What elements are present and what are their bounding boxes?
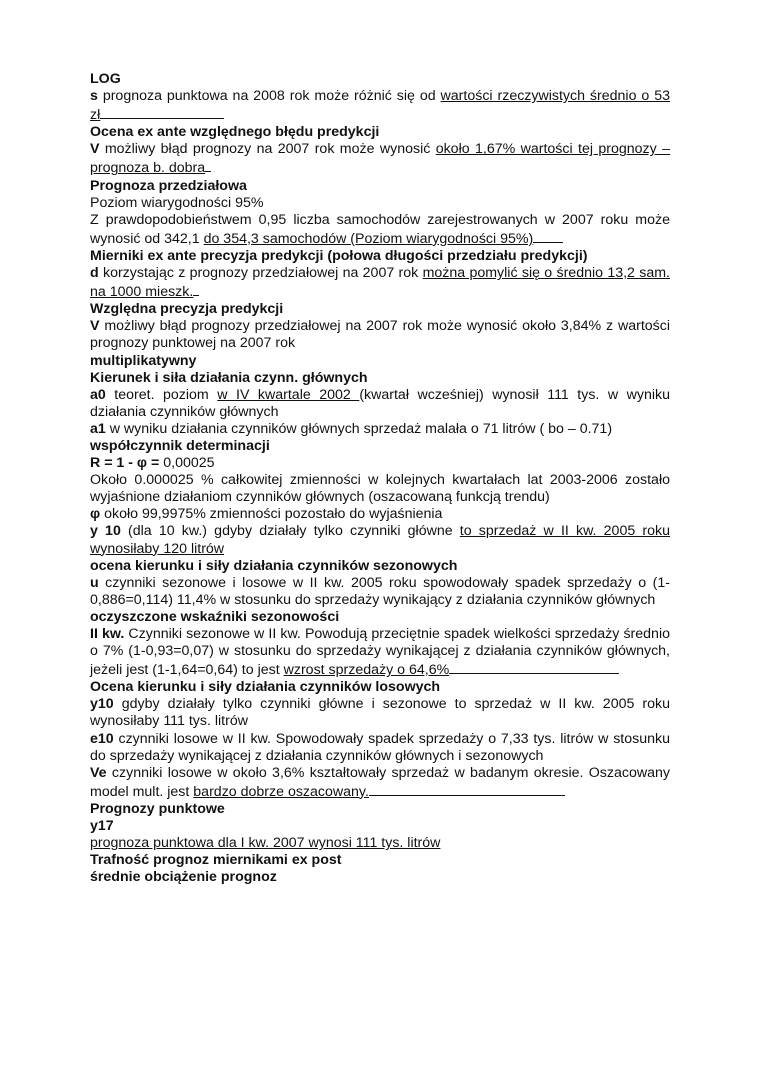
paragraph-okolo: Około 0.000025 % całkowitej zmienności w kolejnych kwartałach lat 2003-2006 zostało wyjaśnione działaniom czynników głównych (oszacowaną funkcją trendu) <box>90 472 670 506</box>
text-s: prognoza punktowa na 2008 rok może różnić się od <box>97 88 441 105</box>
heading-wspolczynnik: współczynnik determinacji <box>90 437 270 454</box>
text-a0-2: (kwartał wcześniej) wynosił 111 tys. w wyniku działania czynników głównych <box>90 386 670 420</box>
text-phi: około 99,9975% zmienności pozostało do wyjaśnienia <box>100 506 443 523</box>
underline-blank <box>100 105 224 119</box>
paragraph-phi <box>90 506 670 523</box>
text-y10b: gdyby działały tylko czynniki główne i sezonowe to sprzedaż w II kw. 2005 roku wynosiłaby 111 tys. litrów <box>90 696 670 730</box>
symbol-d: d <box>90 265 99 282</box>
paragraph-r <box>90 455 670 472</box>
underlined-y17: prognoza punktowa dla I kw. 2007 wynosi 111 tys. litrów <box>90 835 441 852</box>
text-d: korzystając z prognozy przedziałowej na 2007 rok <box>98 265 423 282</box>
text-ve: czynniki losowe w około 3,6% kształtowały sprzedaż w badanym okresie. Oszacowany model mult. jest <box>90 764 670 800</box>
heading-y17: y17 <box>90 818 114 835</box>
heading-trafnosc: Trafność prognoz miernikami ex post <box>90 852 342 869</box>
symbol-y10b: y10 <box>90 696 114 713</box>
symbol-r: R = 1 - φ = <box>90 455 160 472</box>
paragraph-y17 <box>90 835 670 852</box>
text-r: 0,00025 <box>159 455 215 472</box>
paragraph-v2 <box>90 318 670 352</box>
underline-blank <box>533 229 563 243</box>
underlined-ve: bardzo dobrze oszacowany. <box>193 783 369 800</box>
underline-blank <box>449 660 619 674</box>
underline-blank <box>193 282 199 296</box>
paragraph-u <box>90 575 670 609</box>
symbol-ve: Ve <box>90 764 107 781</box>
text-u: czynniki sezonowe i losowe w II kw. 2005 roku spowodowały spadek sprzedaży o (1- 0,886=0,114) 11,4% w stosunku do sprzedaży wynikający z działania czynników głównych <box>90 574 670 608</box>
underlined-y10: to sprzedaż w II kw. 2005 roku wynosiłaby 120 litrów <box>90 523 670 557</box>
paragraph-a0 <box>90 387 670 421</box>
heading-oczyszczone: oczyszczone wskaźniki sezonowości <box>90 608 340 625</box>
text-z: Z prawdopodobieństwem 0,95 liczba samochodów zarejestrowanych w 2007 roku może wynosić od 342,1 <box>90 211 670 247</box>
symbol-v2: V <box>90 318 100 335</box>
paragraph-ii-kw <box>90 626 670 679</box>
symbol-phi: φ <box>90 506 101 523</box>
symbol-e10: e10 <box>90 730 114 747</box>
paragraph-e10 <box>90 731 670 765</box>
paragraph-d <box>90 265 670 301</box>
heading-ocena-ex-ante: Ocena ex ante względnego błędu predykcji <box>90 124 380 141</box>
underlined-d: można pomylić się o średnio 13,2 sam. na 1000 mieszk. <box>90 265 670 301</box>
heading-prognoza-przedzialowa: Prognoza przedziałowa <box>90 177 247 194</box>
text-v2: możliwy błąd prognozy przedziałowej na 2007 rok może wynosić około 3,84% z wartości prognozy punktowej na 2007 rok <box>90 318 670 352</box>
text-y10: (dla 10 kw.) gdyby działały tylko czynniki główne <box>120 523 460 540</box>
document-page <box>90 71 670 886</box>
heading-wzgledna-precyzja: Względna precyzja predykcji <box>90 301 284 318</box>
symbol-y10: y 10 <box>90 523 121 540</box>
text-e10: czynniki losowe w II kw. Spowodowały spadek sprzedaży o 7,33 tys. litrów w stosunku do sprzedaży wynikającej z działania czynników głównych i sezonowych <box>90 730 670 764</box>
underline-blank <box>205 158 211 172</box>
underlined-a0: w IV kwartale 2002 <box>217 386 360 403</box>
paragraph-v1 <box>90 141 670 177</box>
symbol-s: s <box>90 88 98 105</box>
symbol-ii-kw: II kw. <box>90 626 125 642</box>
underlined-s: wartości rzeczywistych średnio o 53 zł <box>90 88 670 124</box>
underlined-v1: około 1,67% wartości tej prognozy – prognoza b. dobra <box>90 141 670 177</box>
heading-srednie: średnie obciążenie prognoz <box>90 869 277 886</box>
paragraph-y10b <box>90 696 670 730</box>
text-a0-1: teoret. poziom <box>105 386 218 403</box>
text-ii-kw: Czynniki sezonowe w II kw. Powodują przeciętnie spadek wielkości sprzedaży średnio o 7% (1-0,93=0,07) w stosunku do sprzedaży wynikającej z działania czynników głównych, jeżeli jest (1-1,64=0,64) to jest <box>90 626 670 679</box>
symbol-a1: a1 <box>90 420 106 437</box>
text-a1: w wyniku działania czynników głównych sprzedaż malała o 71 litrów ( bo – 0.71) <box>105 420 613 437</box>
heading-ocena-sezonowych: ocena kierunku i siły działania czynników sezonowych <box>90 557 458 574</box>
paragraph-a1 <box>90 421 670 438</box>
underlined-ii-kw: wzrost sprzedaży o 64,6% <box>283 662 450 679</box>
heading-multiplikatywny: multiplikatywny <box>90 352 197 369</box>
underlined-z: do 354,3 samochodów (Poziom wiarygodności 95%) <box>203 230 534 247</box>
heading-kierunek: Kierunek i siła działania czynn. głównych <box>90 369 368 386</box>
heading-ocena-losowych: Ocena kierunku i siły działania czynników losowych <box>90 679 441 696</box>
text-v1: możliwy błąd prognozy na 2007 rok może wynosić <box>99 141 436 158</box>
paragraph-y10 <box>90 523 670 557</box>
paragraph-poziom: Poziom wiarygodności 95% <box>90 194 264 211</box>
paragraph-z <box>90 212 670 248</box>
symbol-u: u <box>90 574 99 591</box>
paragraph-ve <box>90 765 670 801</box>
paragraph-s <box>90 88 670 124</box>
underline-blank <box>369 782 565 796</box>
heading-log: LOG <box>90 71 121 87</box>
symbol-v1: V <box>90 141 100 158</box>
heading-prognozy-punktowe: Prognozy punktowe <box>90 800 225 817</box>
symbol-a0: a0 <box>90 386 106 403</box>
heading-mierniki-precyzja: Mierniki ex ante precyzja predykcji (połowa długości przedziału predykcji) <box>90 247 588 264</box>
